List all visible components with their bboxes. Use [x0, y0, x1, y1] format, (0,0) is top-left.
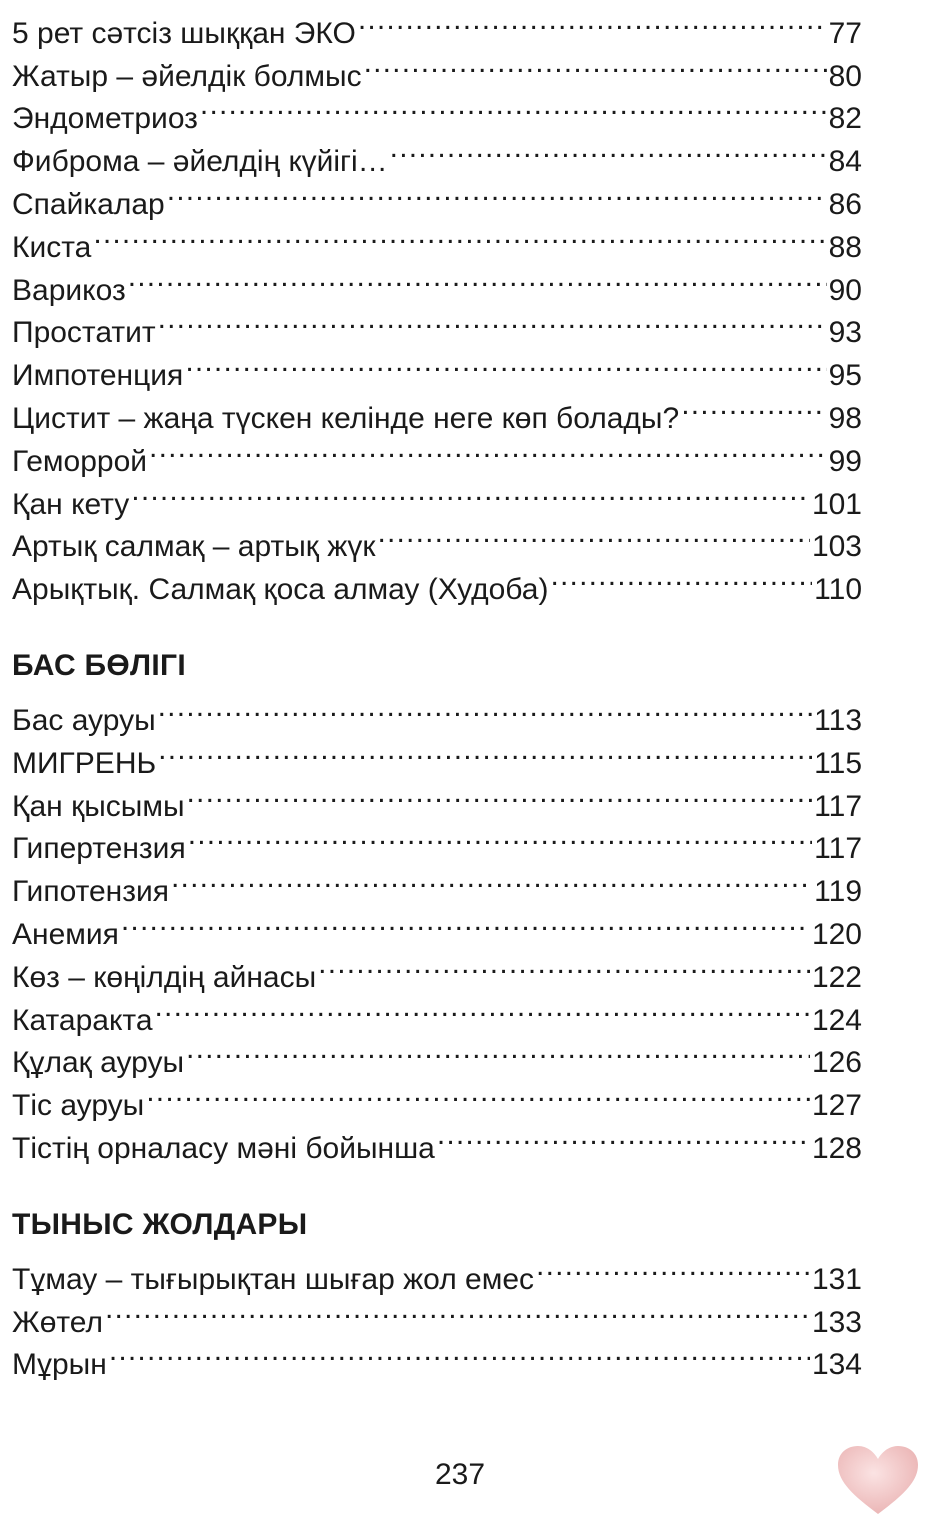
toc-entry-page: 93 [828, 316, 862, 350]
table-of-contents [12, 0, 862, 1382]
toc-entry-page: 124 [811, 1003, 862, 1037]
dot-leader [681, 385, 826, 428]
toc-entry-title: Гипертензия [12, 832, 186, 866]
toc-entry-page: 117 [814, 832, 862, 866]
toc-entry-title: Фиброма – әйелдің күйігі… [12, 145, 388, 179]
toc-entry-page: 134 [811, 1348, 862, 1382]
toc-entry-title: Арықтық. Салмақ қоса алмау (Худоба) [12, 573, 549, 607]
toc-entry-page: 98 [828, 401, 862, 435]
toc-entry-title: Қан қысымы [12, 789, 185, 823]
toc-entry-page: 122 [811, 960, 862, 994]
toc-entry[interactable] [12, 687, 862, 737]
dot-leader [158, 730, 812, 773]
toc-entry-page: 88 [828, 230, 862, 264]
dot-leader [364, 43, 827, 86]
dot-leader [550, 556, 812, 599]
toc-entry-title: Мұрын [12, 1348, 107, 1382]
toc-entry-title: Эндометриоз [12, 102, 198, 136]
dot-leader [158, 300, 827, 343]
dot-leader [167, 171, 827, 214]
dot-leader [155, 987, 810, 1030]
toc-entry-title: Көз – көңілдің айнасы [12, 960, 317, 994]
dot-leader [188, 816, 812, 859]
toc-entry[interactable] [12, 471, 862, 521]
toc-entry-page: 128 [811, 1131, 862, 1165]
toc-entry-title: Простатит [12, 316, 156, 350]
toc-entry-page: 77 [828, 16, 862, 50]
dot-leader [128, 257, 827, 300]
toc-entry-page: 110 [814, 573, 862, 607]
toc-entry[interactable] [12, 944, 862, 994]
toc-entry-page: 133 [811, 1305, 862, 1339]
toc-section [12, 1204, 862, 1382]
dot-leader [185, 342, 826, 385]
dot-leader [200, 86, 827, 129]
toc-entry-page: 103 [811, 530, 862, 564]
page-number: 237 [434, 1458, 486, 1491]
toc-entry-page: 113 [814, 703, 862, 737]
toc-entry[interactable] [12, 1246, 862, 1296]
toc-entry[interactable] [12, 1289, 862, 1339]
dot-leader [105, 1289, 810, 1332]
toc-entry-title: Жатыр – әйелдік болмыс [12, 59, 362, 93]
toc-entry-title: 5 рет сәтсіз шыққан ЭКО [12, 16, 356, 50]
toc-entry-page: 120 [811, 917, 862, 951]
toc-entry-page: 131 [811, 1262, 862, 1296]
toc-entry-page: 117 [814, 789, 862, 823]
dot-leader [131, 471, 810, 514]
toc-section [12, 0, 862, 607]
dot-leader [186, 1030, 810, 1073]
heart-icon [836, 1444, 920, 1516]
dot-leader [358, 0, 827, 43]
toc-entry-page: 115 [814, 746, 862, 780]
dot-leader [121, 901, 810, 944]
toc-entry-page: 80 [828, 59, 862, 93]
toc-entry-title: Импотенция [12, 359, 184, 393]
section-heading: БАС БӨЛІГІ [12, 649, 186, 683]
toc-entry[interactable] [12, 901, 862, 951]
toc-entry-title: Құлақ ауруы [12, 1046, 185, 1080]
toc-entry-title: Геморрой [12, 444, 148, 478]
toc-entry-page: 82 [828, 102, 862, 136]
dot-leader [149, 428, 827, 471]
dot-leader [377, 514, 809, 557]
toc-entry[interactable] [12, 214, 862, 264]
dot-leader [93, 214, 826, 257]
toc-entry-title: Варикоз [12, 273, 126, 307]
toc-entry-page: 127 [811, 1089, 862, 1123]
toc-entry-title: Катаракта [12, 1003, 153, 1037]
toc-entry-title: Бас ауруы [12, 703, 156, 737]
toc-entry-page: 101 [811, 487, 862, 521]
dot-leader [158, 687, 813, 730]
toc-entry[interactable] [12, 514, 862, 564]
toc-entry-page: 99 [828, 444, 862, 478]
toc-entry-title: Жөтел [12, 1305, 103, 1339]
toc-entry-title: Артық салмақ – артық жүк [12, 530, 376, 564]
dot-leader [109, 1332, 810, 1375]
toc-entry-page: 119 [814, 875, 862, 909]
toc-entry-title: Цистит – жаңа түскен келінде неге көп болады? [12, 401, 680, 435]
toc-entry-title: Қан кету [12, 487, 130, 521]
toc-entry-title: Киста [12, 230, 92, 264]
toc-entry[interactable] [12, 0, 862, 50]
toc-entry-title: Тіс ауруы [12, 1089, 145, 1123]
toc-entry-title: Тістің орналасу мәні бойынша [12, 1131, 435, 1165]
toc-entry[interactable] [12, 257, 862, 307]
dot-leader [171, 858, 812, 901]
toc-entry-title: Анемия [12, 917, 119, 951]
toc-entry-page: 90 [828, 273, 862, 307]
toc-entry-title: МИГРЕНЬ [12, 746, 157, 780]
section-heading: ТЫНЫС ЖОЛДАРЫ [12, 1207, 308, 1241]
dot-leader [146, 1072, 810, 1115]
dot-leader [318, 944, 810, 987]
toc-entry-page: 84 [828, 145, 862, 179]
dot-leader [390, 128, 827, 171]
toc-section [12, 645, 862, 1165]
dot-leader [187, 773, 813, 816]
dot-leader [437, 1115, 810, 1158]
toc-entry[interactable] [12, 300, 862, 350]
toc-entry-page: 126 [811, 1046, 862, 1080]
toc-entry-page: 86 [828, 187, 862, 221]
toc-entry-title: Спайкалар [12, 187, 165, 221]
toc-entry-title: Гипотензия [12, 875, 170, 909]
toc-entry-page: 95 [828, 359, 862, 393]
toc-entry[interactable] [12, 1332, 862, 1382]
toc-entry-title: Тұмау – тығырықтан шығар жол емес [12, 1262, 535, 1296]
dot-leader [536, 1246, 810, 1289]
